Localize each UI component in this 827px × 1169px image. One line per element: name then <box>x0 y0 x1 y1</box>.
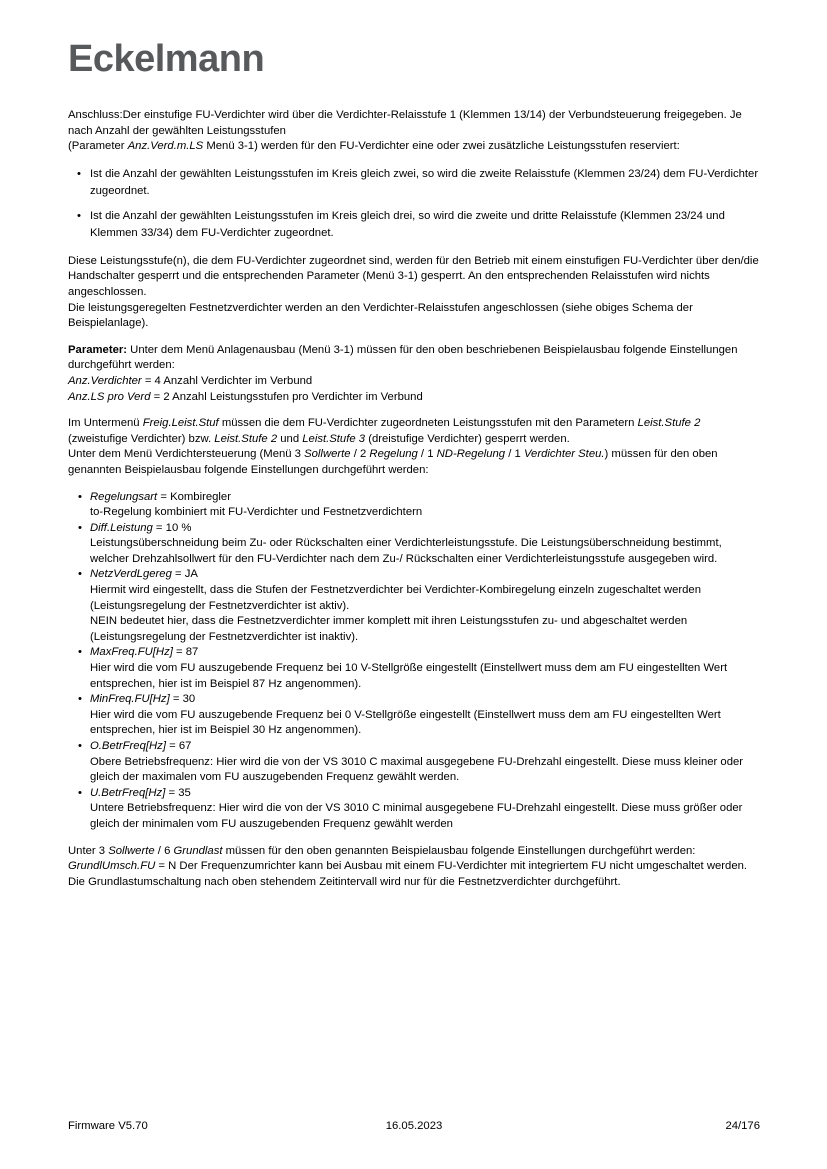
menu-grundlast: Grundlast <box>173 844 223 857</box>
bullet-list-relaisstufen <box>68 166 760 243</box>
menu-sollwerte: Sollwerte <box>304 448 351 461</box>
intro-line-1: Anschluss:Der einstufige FU-Verdichter wird über die Verdichter-Relaisstufe 1 (Klemmen 13/14) der Verbundsteuerung freigegeben. Je nach Anzahl der gewählten Leistungsstufen <box>68 109 742 137</box>
paragraph-parameter <box>68 343 760 374</box>
document-body <box>68 108 760 901</box>
setting-name: O.BetrFreq[Hz] <box>90 740 166 752</box>
parameter-label: Parameter: <box>68 343 128 356</box>
setting-value: = 35 <box>165 786 191 799</box>
list-item <box>68 692 760 739</box>
paragraph-leistungsstufen: Diese Leistungsstufe(n), die dem FU-Verdichter zugeordnet sind, werden für den Betrieb mit einem einstufigen FU-Verdichter über den/die Handschalter gesperrt und die entsprechenden Parameter (Menü 3-1) gesperrt. An den entsprechenden Relaisstufen wird nichts angeschlossen. <box>68 254 759 298</box>
setting-description: Untere Betriebsfrequenz: Hier wird die von der VS 3010 C minimal ausgegebene FU-Drehzahl eingestellt. Diese muss größer oder gleich der minimalen vom FU auszugebenden Frequenz gewählt werden <box>90 802 743 830</box>
param-anz-verd-m-ls: Anz.Verd.m.LS <box>127 140 204 153</box>
setting-description: NEIN bedeutet hier, dass die Festnetzverdichter immer komplett mit ihren Leistungsstufen zu- und abgeschaltet werden (Leistungsregelung der Festnetzverdichter ist inaktiv). <box>90 615 688 643</box>
untermenu-text-c: (zweistufige Verdichter) bzw. <box>68 432 215 445</box>
untermenu-text-d: und <box>277 432 303 445</box>
list-item <box>68 521 760 568</box>
param-leist-stufe-2a: Leist.Stufe 2 <box>637 417 701 430</box>
setting-description: Hier wird die vom FU auszugebende Frequenz bei 0 V-Stellgröße eingestellt (Einstellwert muss dem am FU eingestellten Wert entsprechen, hier ist im Beispiel 30 Hz angenommen). <box>90 708 721 737</box>
list-item <box>68 645 760 692</box>
setting-value: = 87 <box>172 646 199 659</box>
setting-name: MinFreq.FU[Hz] <box>90 693 170 706</box>
param-leist-stufe-3: Leist.Stufe 3 <box>302 432 366 445</box>
parameter-block <box>68 343 760 405</box>
list-item <box>68 786 760 833</box>
setting-value: = Kombiregler <box>157 490 231 503</box>
untermenu-text-a: Im Untermenü <box>68 417 143 430</box>
intro-line-2-pre: (Parameter <box>68 140 128 153</box>
setting-value: = 30 <box>169 693 196 706</box>
setting-name: MaxFreq.FU[Hz] <box>90 646 173 659</box>
param-leist-stufe-2b: Leist.Stufe 2 <box>214 432 278 445</box>
paragraph-menu3 <box>68 447 760 478</box>
setting-name: U.BetrFreq[Hz] <box>90 786 166 799</box>
setting-value: = JA <box>171 568 198 581</box>
setting-value: = 10 % <box>152 521 192 534</box>
list-item: • Ist die Anzahl der gewählten Leistungsstufen im Kreis gleich zwei, so wird die zweite Relaisstufe (Klemmen 23/24) dem FU-Verdichter zugeordnet. <box>68 166 760 201</box>
intro-line-2-post: Menü 3-1) werden für den FU-Verdichter eine oder zwei zusätzliche Leistungsstufen reserviert: <box>203 140 680 153</box>
setting-description: Leistungsüberschneidung beim Zu- oder Rückschalten einer Verdichterleistungsstufe. Die Leistungsüberschneidung bestimmt, welcher Drehzahlsollwert für den FU-Verdichter nach dem Zu-/ Rückschalten einer Verdichterleistungsstufe ausgegeben wird. <box>90 537 722 565</box>
menu-verdichter-steu: Verdichter Steu. <box>523 448 605 461</box>
untermenu-text-b: müssen die dem FU-Verdichter zugeordneten Leistungsstufen mit den Parametern <box>218 417 638 430</box>
list-item <box>68 739 760 786</box>
param-name-anz-ls-pro-verd: Anz.LS pro Verd <box>68 390 151 403</box>
setting-name: Diff.Leistung <box>90 521 153 534</box>
setting-name: NetzVerdLgereg <box>90 568 172 581</box>
parameter-line-anz-verdichter <box>68 374 760 390</box>
footer-page-number: 24/176 <box>725 1120 760 1132</box>
param-grundlumsch-fu: GrundlUmsch.FU <box>68 860 156 873</box>
setting-description: Obere Betriebsfrequenz: Hier wird die von der VS 3010 C maximal ausgegebene FU-Drehzahl eingestellt. Diese muss kleiner oder gleich der maximalen vom FU auszugebenden Frequenz gewählt werden. <box>90 755 744 784</box>
footer-firmware: Firmware V5.70 <box>68 1120 148 1132</box>
footer-date: 16.05.2023 <box>385 1120 443 1132</box>
setting-name: Regelungsart <box>90 490 158 503</box>
company-logo: Eckelmann <box>68 38 265 80</box>
paragraph-grundlumsch <box>68 859 760 890</box>
parameter-line-anz-ls-pro-verd <box>68 390 760 406</box>
param-value-anz-ls-pro-verd: = 2 Anzahl Leistungsstufen pro Verdichter im Verbund <box>150 390 423 403</box>
list-item: • Ist die Anzahl der gewählten Leistungsstufen im Kreis gleich drei, so wird die zweite und dritte Relaisstufe (Klemmen 23/24 und Klemmen 33/34) dem FU-Verdichter zugeordnet. <box>68 208 760 243</box>
settings-list <box>68 490 760 833</box>
menu3-text-b: / 2 <box>350 448 370 461</box>
paragraph-grundlast <box>68 844 760 860</box>
menu-freig-leist-stuf: Freig.Leist.Stuf <box>142 417 219 430</box>
setting-description: Hiermit wird eingestellt, dass die Stufen der Festnetzverdichter bei Verdichter-Kombiregelung einzeln zugeschaltet werden (Leistungsregelung der Festnetzverdichter ist aktiv). <box>90 584 701 612</box>
list-item <box>68 567 760 645</box>
param-name-anz-verdichter: Anz.Verdichter <box>68 374 142 387</box>
grundlast-text-a: Unter 3 <box>68 844 109 857</box>
grundlast-text-c: müssen für den oben genannten Beispielausbau folgende Einstellungen durchgeführt werden: <box>222 844 696 857</box>
paragraph-intro <box>68 108 760 155</box>
menu3-text-e: ) müssen für den oben genannten Beispielausbau folgende Einstellungen durchgeführt werden: <box>68 448 718 476</box>
paragraph-festnetzverdichter: Die leistungsgeregelten Festnetzverdichter werden an den Verdichter-Relaisstufen angeschlossen (siehe obiges Schema der Beispielanlage). <box>68 301 693 330</box>
paragraph-untermenu <box>68 416 760 447</box>
grundlast-text-d: = N Der Frequenzumrichter kann bei Ausbau mit einem FU-Verdichter mit integriertem FU nicht umgeschaltet werden. Die Grundlastumschaltung nach oben stehendem Zeitintervall wird nur für die Festnetzverdichter durchgeführt. <box>68 860 748 888</box>
list-item <box>68 490 760 521</box>
grundlast-text-b: / 6 <box>154 844 174 857</box>
menu-nd-regelung: ND-Regelung <box>436 448 506 461</box>
param-value-anz-verdichter: = 4 Anzahl Verdichter im Verbund <box>141 374 313 387</box>
menu-sollwerte-2: Sollwerte <box>108 844 155 857</box>
menu-regelung: Regelung <box>369 448 418 461</box>
menu3-text-a: Unter dem Menü Verdichtersteuerung (Menü 3 <box>68 448 305 461</box>
setting-value: = 67 <box>165 740 192 752</box>
untermenu-text-e: (dreistufige Verdichter) gesperrt werden. <box>365 432 570 445</box>
parameter-text: Unter dem Menü Anlagenausbau (Menü 3-1) müssen für den oben beschriebenen Beispielausbau folgende Einstellungen durchgeführt werden: <box>68 343 738 372</box>
menu3-text-d: / 1 <box>505 448 524 461</box>
menu3-text-c: / 1 <box>417 448 437 461</box>
setting-description: Hier wird die vom FU auszugebende Frequenz bei 10 V-Stellgröße eingestellt (Einstellwert muss dem am FU eingestellten Wert entsprechen, hier ist im Beispiel 87 Hz angenommen). <box>90 662 728 690</box>
setting-description: to-Regelung kombiniert mit FU-Verdichter und Festnetzverdichtern <box>90 506 423 519</box>
